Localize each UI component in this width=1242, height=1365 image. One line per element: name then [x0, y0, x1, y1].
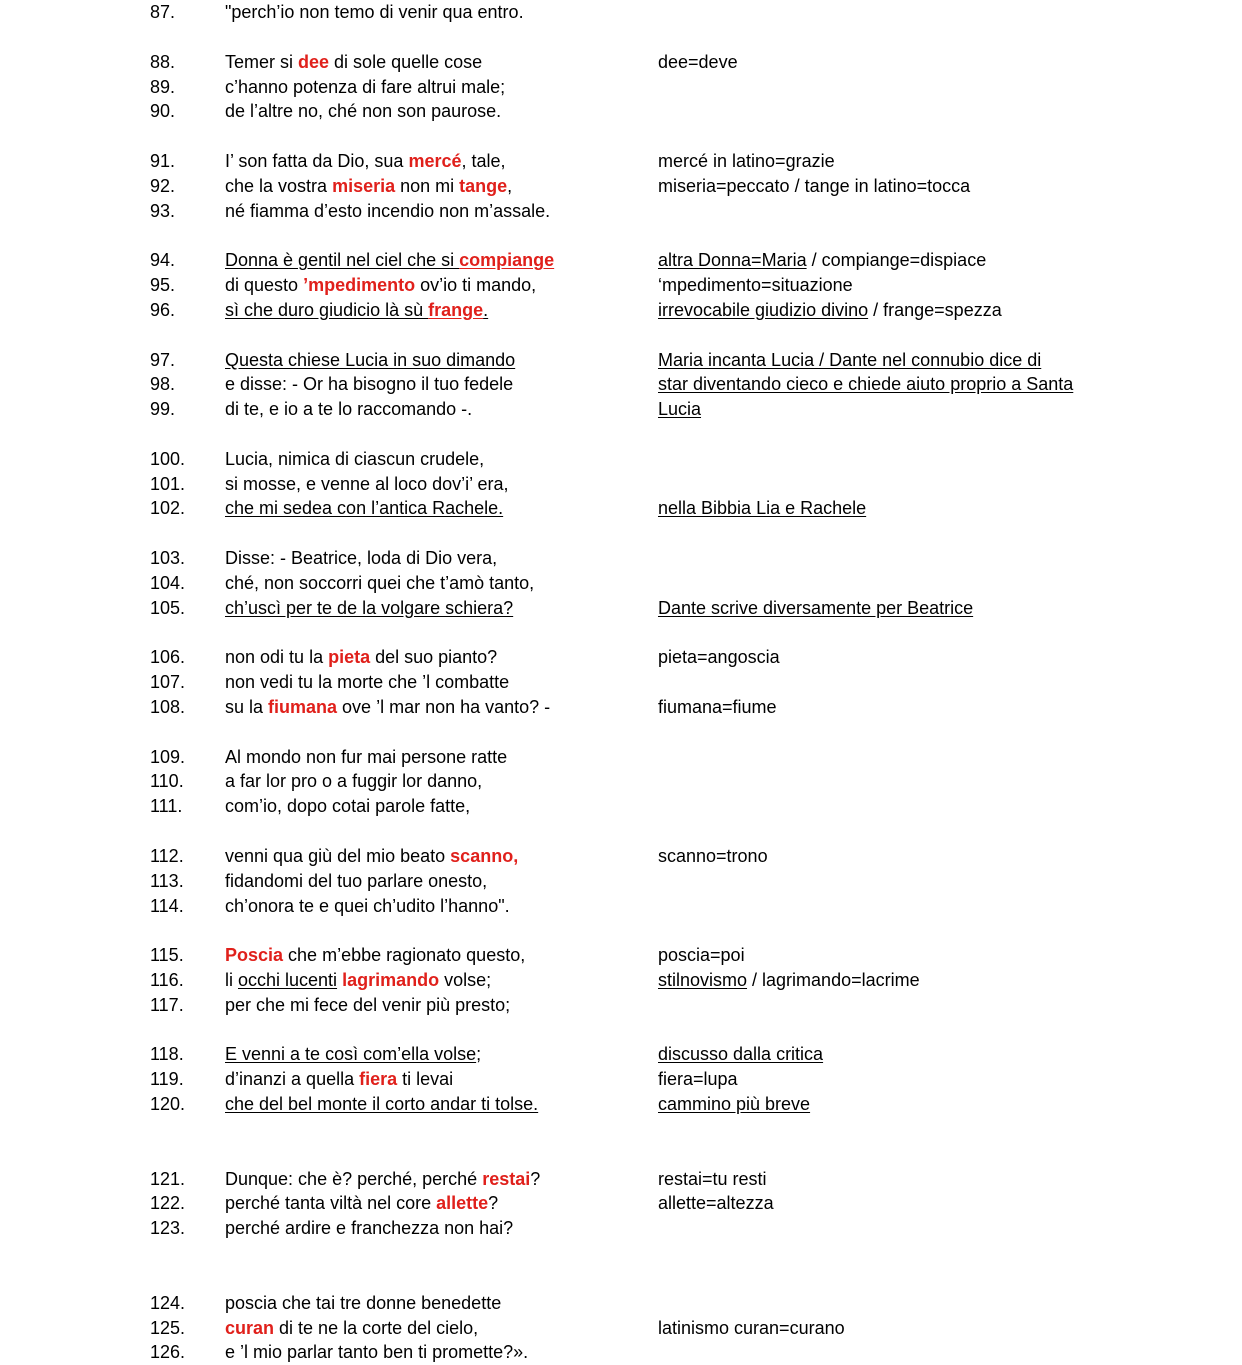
verse-line	[0, 149, 1242, 174]
verse-number: 116.	[150, 970, 184, 990]
verse-number: 107.	[150, 672, 186, 693]
verse-line	[0, 546, 1242, 571]
verse-line	[0, 1191, 1242, 1216]
verse-number: 90.	[150, 101, 176, 122]
verse-text	[225, 968, 491, 993]
verse-segment: e ’l mio parlar tanto ben ti promette?».	[225, 1342, 529, 1363]
gloss-note	[658, 968, 920, 993]
verse-segment: .	[483, 299, 489, 320]
verse-text	[225, 298, 488, 323]
gloss-note	[658, 943, 745, 968]
gloss-note	[658, 496, 866, 521]
verse-segment: del suo pianto?	[370, 647, 498, 668]
gloss-note	[658, 372, 1073, 397]
note-segment: dee=deve	[658, 51, 738, 72]
verse-segment: che m’ebbe ragionato questo,	[283, 945, 526, 966]
verse-line	[0, 794, 1242, 819]
verse-segment: non vedi tu la morte che ’l combatte	[225, 672, 510, 693]
verse-text	[225, 769, 482, 794]
gloss-note	[658, 1167, 767, 1192]
verse-text	[225, 670, 509, 695]
verse-number: 113.	[150, 870, 184, 891]
verse-number: 102.	[150, 498, 186, 519]
verse-segment: Disse: - Beatrice, loda di Dio vera,	[225, 548, 498, 568]
verse-line	[0, 1316, 1242, 1341]
keyword-highlight: tange	[459, 175, 508, 196]
verse-number: 105.	[150, 597, 186, 618]
verse-segment: ti levai	[397, 1069, 454, 1090]
keyword-highlight: restai	[482, 1168, 531, 1189]
verse-segment: poscia che tai tre donne benedette	[225, 1292, 502, 1313]
verse-segment: ch’onora te e quei ch’udito l’hanno".	[225, 895, 510, 916]
verse-segment: su la	[225, 697, 269, 717]
gloss-note	[658, 844, 768, 869]
keyword-highlight: miseria	[332, 175, 396, 196]
verse-segment: , tale,	[461, 150, 506, 171]
gloss-note	[658, 695, 777, 720]
gloss-note	[658, 397, 701, 422]
keyword-highlight: dee	[298, 51, 330, 72]
verse-line	[0, 174, 1242, 199]
verse-segment: si mosse, e venne al loco dov’i’ era,	[225, 473, 509, 494]
verse-segment: che del bel monte il corto andar ti tolse.	[225, 1094, 539, 1115]
verse-line	[0, 943, 1242, 968]
verse-number: 124.	[150, 1292, 186, 1313]
note-segment: / frange=spezza	[868, 299, 1002, 320]
verse-line	[0, 99, 1242, 124]
verse-segment: sì che duro giudicio là sù	[225, 299, 429, 320]
gloss-note	[658, 298, 1002, 323]
verse-segment: che mi sedea con l’antica Rachele.	[225, 498, 504, 519]
verse-segment: Temer si	[225, 51, 299, 72]
note-segment: restai=tu resti	[658, 1168, 767, 1189]
verse-segment: che la vostra	[225, 175, 333, 196]
verse-number: 120.	[150, 1094, 186, 1115]
gloss-note	[658, 1067, 738, 1092]
verse-segment: Lucia, nimica di ciascun crudele,	[225, 448, 485, 469]
verse-number: 112.	[150, 845, 184, 866]
verse-text	[225, 1167, 540, 1192]
verse-number: 121.	[150, 1168, 186, 1189]
verse-text	[225, 695, 550, 720]
verse-segment: "perch’io non temo di venir qua entro.	[225, 2, 524, 22]
verse-number: 103.	[150, 548, 186, 568]
verse-number: 94.	[150, 250, 176, 271]
verse-number: 126.	[150, 1342, 186, 1363]
keyword-highlight: pieta	[328, 647, 371, 668]
verse-line	[0, 348, 1242, 373]
verse-text	[225, 149, 506, 174]
verse-line	[0, 993, 1242, 1018]
verse-line	[0, 50, 1242, 75]
verse-segment: ;	[476, 1044, 482, 1065]
verse-segment: ?	[488, 1193, 499, 1214]
verse-number: 106.	[150, 647, 186, 668]
note-segment: cammino più breve	[658, 1094, 811, 1115]
verse-text	[225, 1291, 501, 1316]
note-segment: altra Donna=Maria	[658, 250, 807, 271]
verse-segment: ?	[530, 1168, 541, 1189]
verse-number: 111.	[150, 796, 183, 817]
verse-text	[225, 99, 501, 124]
verse-segment: E venni a te così com’ella volse	[225, 1044, 477, 1065]
verse-line	[0, 645, 1242, 670]
note-segment: star diventando cieco e chiede aiuto proprio a Santa	[658, 374, 1074, 395]
verse-number: 118.	[150, 1044, 184, 1065]
verse-text	[225, 844, 518, 869]
verse-text	[225, 199, 550, 224]
verse-segment: perché tanta viltà nel core	[225, 1193, 437, 1214]
verse-segment: ,	[507, 175, 513, 196]
verse-line	[0, 199, 1242, 224]
verse-line	[0, 1340, 1242, 1365]
verse-segment: di questo	[225, 275, 304, 295]
note-segment: pieta=angoscia	[658, 647, 780, 668]
note-segment: mercé in latino=grazie	[658, 150, 835, 171]
note-segment: scanno=trono	[658, 845, 768, 866]
keyword-highlight: mercé	[408, 150, 462, 171]
verse-line	[0, 75, 1242, 100]
note-segment: / lagrimando=lacrime	[747, 970, 920, 990]
verse-number: 115.	[150, 945, 184, 966]
verse-line	[0, 1216, 1242, 1241]
verse-number: 93.	[150, 200, 176, 221]
verse-line	[0, 894, 1242, 919]
verse-text	[225, 447, 484, 472]
note-segment: irrevocabile giudizio divino	[658, 299, 869, 320]
verse-line	[0, 298, 1242, 323]
verse-text	[225, 372, 513, 397]
note-segment: nella Bibbia Lia e Rachele	[658, 498, 867, 519]
verse-segment: c’hanno potenza di fare altrui male;	[225, 76, 506, 97]
verse-line	[0, 596, 1242, 621]
verse-segment: Donna è gentil nel ciel che si	[225, 250, 460, 271]
verse-text	[225, 596, 513, 621]
verse-segment: fidandomi del tuo parlare onesto,	[225, 870, 488, 891]
verse-number: 104.	[150, 572, 186, 593]
verse-line	[0, 447, 1242, 472]
verse-segment: I’ son fatta da Dio, sua	[225, 150, 409, 171]
verse-line	[0, 273, 1242, 298]
verse-text	[225, 174, 512, 199]
verse-segment: di te, e io a te lo raccomando -.	[225, 399, 473, 420]
verse-line	[0, 1167, 1242, 1192]
verse-segment: di te ne la corte del cielo,	[274, 1317, 479, 1338]
note-segment: Maria incanta Lucia / Dante nel connubio dice di	[658, 349, 1042, 370]
verse-line	[0, 769, 1242, 794]
verse-line	[0, 397, 1242, 422]
verse-number: 100.	[150, 448, 186, 469]
verse-segment: occhi lucenti	[238, 970, 338, 990]
verse-segment: ove ’l mar non ha vanto? -	[337, 697, 551, 717]
verse-text	[225, 1216, 513, 1241]
verse-text	[225, 571, 534, 596]
keyword-highlight: fiumana	[268, 697, 338, 717]
verse-number: 125.	[150, 1317, 186, 1338]
verse-line	[0, 1092, 1242, 1117]
verse-text	[225, 348, 515, 373]
verse-line	[0, 1291, 1242, 1316]
verse-line	[0, 248, 1242, 273]
verse-number: 95.	[150, 275, 176, 295]
verse-number: 88.	[150, 51, 176, 72]
gloss-note	[658, 348, 1041, 373]
keyword-highlight: Poscia	[225, 945, 284, 966]
verse-text	[225, 869, 487, 894]
note-segment: fiumana=fiume	[658, 697, 777, 717]
verse-number: 108.	[150, 697, 186, 717]
keyword-highlight: lagrimando	[342, 970, 440, 990]
note-segment: allette=altezza	[658, 1193, 774, 1214]
verse-line	[0, 745, 1242, 770]
note-segment: latinismo curan=curano	[658, 1317, 845, 1338]
verse-text	[225, 645, 497, 670]
verse-line	[0, 1042, 1242, 1067]
verse-line	[0, 1067, 1242, 1092]
note-segment: fiera=lupa	[658, 1069, 738, 1090]
verse-number: 87.	[150, 2, 176, 22]
verse-segment: ch’uscì per te de la volgare schiera?	[225, 597, 514, 618]
verse-text	[225, 0, 524, 25]
gloss-note	[658, 50, 738, 75]
verse-segment: ov’io ti mando,	[415, 275, 537, 295]
verse-text	[225, 397, 472, 422]
verse-number: 119.	[150, 1069, 184, 1090]
verse-text	[225, 1191, 498, 1216]
gloss-note	[658, 273, 853, 298]
verse-number: 123.	[150, 1218, 186, 1239]
gloss-note	[658, 1191, 774, 1216]
gloss-note	[658, 1092, 810, 1117]
verse-segment: non mi	[395, 175, 460, 196]
verse-text	[225, 496, 503, 521]
verse-text	[225, 248, 554, 273]
verse-text	[225, 50, 482, 75]
verse-text	[225, 1092, 538, 1117]
gloss-note	[658, 174, 970, 199]
verse-number: 92.	[150, 175, 176, 196]
verse-text	[225, 273, 536, 298]
verse-line	[0, 844, 1242, 869]
verse-text	[225, 1340, 528, 1365]
verse-text	[225, 75, 505, 100]
verse-number: 97.	[150, 349, 176, 370]
verse-segment: Al mondo non fur mai persone ratte	[225, 746, 508, 767]
verse-number: 99.	[150, 399, 176, 420]
verse-line	[0, 571, 1242, 596]
keyword-highlight: curan	[225, 1317, 275, 1338]
verse-segment: per che mi fece del venir più presto;	[225, 994, 511, 1015]
gloss-note	[658, 248, 986, 273]
verse-number: 96.	[150, 299, 176, 320]
note-segment: discusso dalla critica	[658, 1044, 824, 1065]
verse-number: 109.	[150, 746, 186, 767]
verse-line	[0, 670, 1242, 695]
note-segment: / compiange=dispiace	[806, 250, 987, 271]
verse-line	[0, 372, 1242, 397]
verse-segment: volse;	[439, 970, 492, 990]
note-segment: miseria=peccato / tange in latino=tocca	[658, 175, 971, 196]
gloss-note	[658, 149, 835, 174]
verse-text	[225, 546, 497, 571]
verse-segment: non odi tu la	[225, 647, 329, 668]
note-segment: stilnovismo	[658, 970, 748, 990]
verse-segment: né fiamma d’esto incendio non m’assale.	[225, 200, 551, 221]
note-segment: ‘mpedimento=situazione	[658, 275, 853, 295]
gloss-note	[658, 596, 973, 621]
keyword-highlight: frange	[428, 299, 484, 320]
verse-segment: a far lor pro o a fuggir lor danno,	[225, 771, 483, 792]
verse-segment: di sole quelle cose	[329, 51, 483, 72]
verse-text	[225, 1316, 478, 1341]
verse-segment: perché ardire e franchezza non hai?	[225, 1218, 514, 1239]
gloss-note	[658, 645, 780, 670]
note-segment: poscia=poi	[658, 945, 745, 966]
verse-text	[225, 894, 510, 919]
verse-text	[225, 993, 510, 1018]
gloss-note	[658, 1316, 845, 1341]
verse-segment: de l’altre no, ché non son paurose.	[225, 101, 502, 122]
keyword-highlight: allette	[436, 1193, 489, 1214]
verse-number: 122.	[150, 1193, 186, 1214]
verse-number: 110.	[150, 771, 184, 792]
verse-number: 114.	[150, 895, 184, 916]
verse-number: 98.	[150, 374, 176, 395]
verse-text	[225, 943, 525, 968]
verse-number: 117.	[150, 994, 184, 1015]
verse-text	[225, 794, 470, 819]
verse-line	[0, 496, 1242, 521]
note-segment: Dante scrive diversamente per Beatrice	[658, 597, 974, 618]
verse-text	[225, 472, 508, 497]
verse-line	[0, 695, 1242, 720]
verse-segment: d’inanzi a quella	[225, 1069, 360, 1090]
verse-text	[225, 1042, 481, 1067]
verse-line	[0, 0, 1242, 25]
verse-segment: li	[225, 970, 238, 990]
verse-segment: Dunque: che è? perché, perché	[225, 1168, 483, 1189]
verse-number: 91.	[150, 150, 176, 171]
verse-segment: ché, non soccorri quei che t’amò tanto,	[225, 572, 535, 593]
verse-line	[0, 869, 1242, 894]
gloss-note	[658, 1042, 823, 1067]
keyword-highlight: ’mpedimento	[303, 275, 416, 295]
verse-number: 89.	[150, 76, 176, 97]
verse-segment: com’io, dopo cotai parole fatte,	[225, 796, 471, 817]
verse-segment: Questa chiese Lucia in suo dimando	[225, 349, 516, 370]
note-segment: Lucia	[658, 399, 702, 420]
keyword-highlight: scanno,	[450, 845, 519, 866]
keyword-highlight: fiera	[359, 1069, 398, 1090]
verse-segment: e disse: - Or ha bisogno il tuo fedele	[225, 374, 514, 395]
verse-text	[225, 1067, 453, 1092]
verse-text	[225, 745, 507, 770]
verse-segment: venni qua giù del mio beato	[225, 845, 451, 866]
verse-line	[0, 968, 1242, 993]
verse-line	[0, 472, 1242, 497]
verse-number: 101.	[150, 473, 186, 494]
keyword-highlight: compiange	[459, 250, 555, 271]
